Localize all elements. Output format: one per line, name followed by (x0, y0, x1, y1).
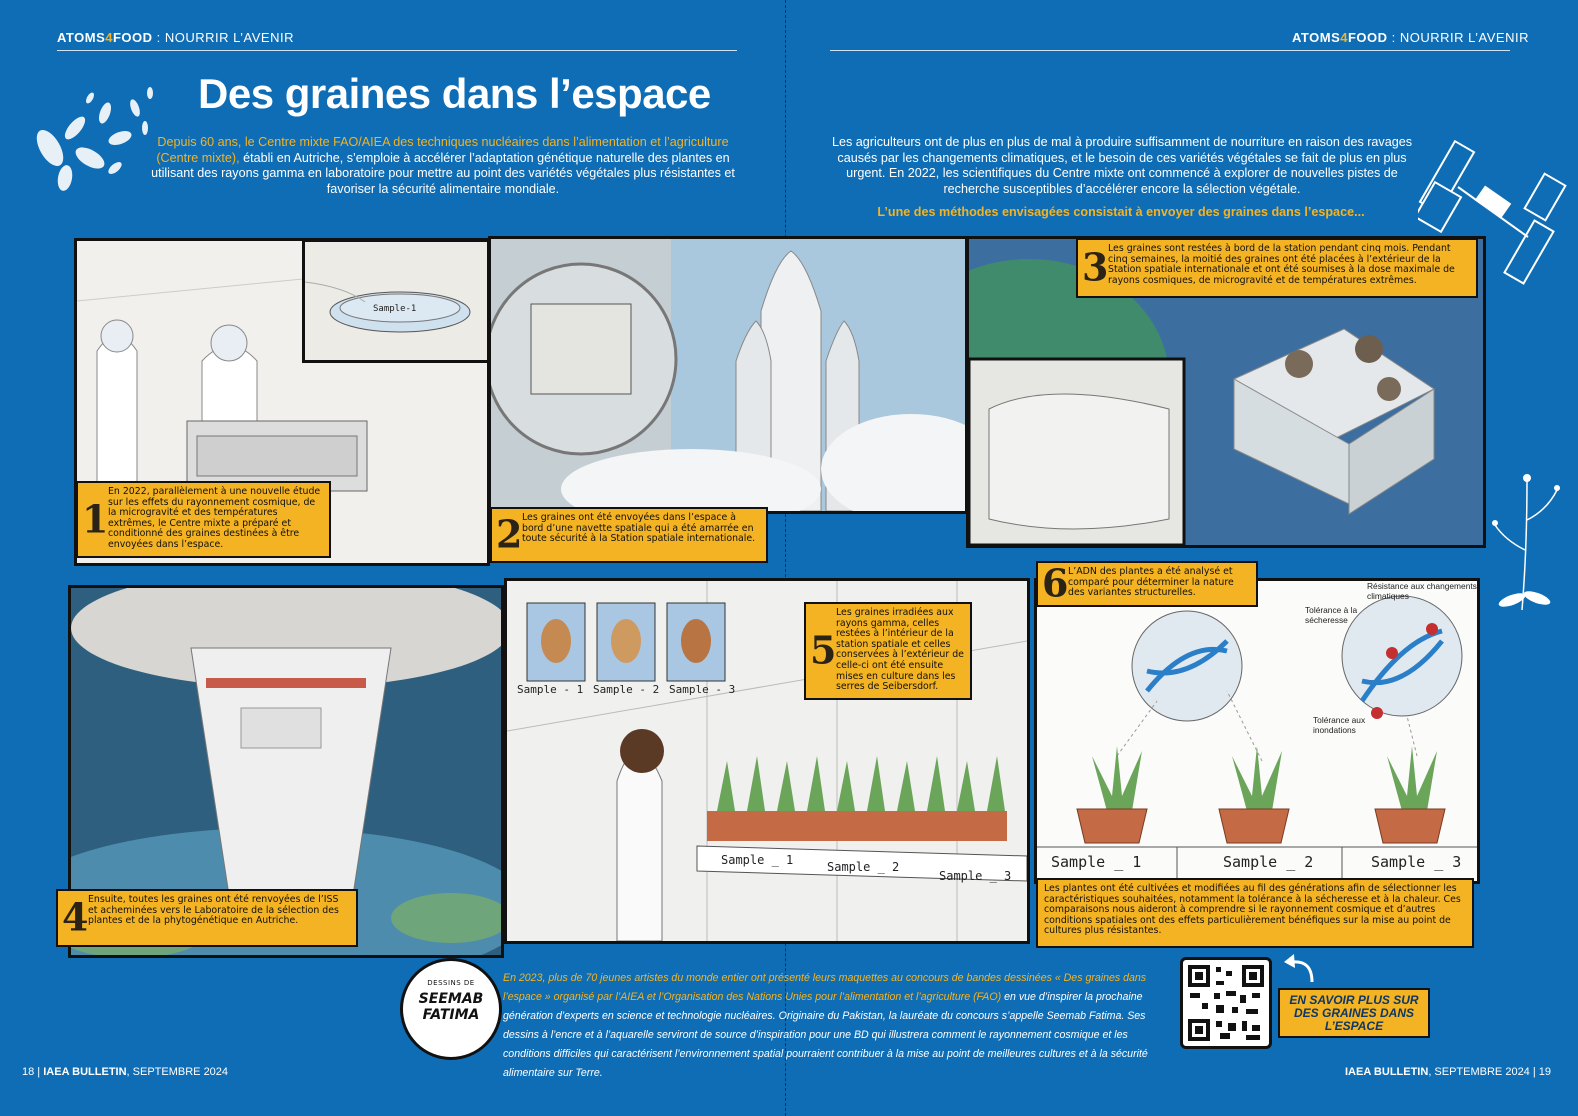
caption-text-1: En 2022, parallèlement à une nouvelle étude sur les effets du rayonnement cosmique, de la microgravité et des températures extrêmes, le Centre mixte a préparé et conditionné des graines destinées à être envoyées dans l’espace. (108, 486, 321, 550)
credit-note-text: en vue d’inspirer la prochaine génération d’experts en science et technologie nucléaires. Originaire du Pakistan, la lauréate du concours s’appelle Seemab Fatima. Ses dessins à l’encre et à l’aquarelle serviront de source d’inspiration pour une BD qui illustrera comment le rayonnement cosmique et les conditions difficiles qui caractérisent l’environnement spatial pourraient contribuer à la mise au point de meilleures cultures et à la sécurité alimentaire sur Terre. (503, 991, 1148, 1079)
pot-label-2: Sample _ 2 (1223, 853, 1314, 871)
pot-label-1: Sample _ 1 (1051, 853, 1142, 871)
caption-2 (490, 507, 768, 563)
comic-panel-2 (488, 236, 968, 514)
seed-label-2: Sample - 2 (593, 683, 660, 696)
caption-text-5: Les graines irradiées aux rayons gamma, celles restées à l’intérieur de la station spatiale et celles conservées à l’extérieur de celle-ci ont été ensuite mises en culture dans les serres de Seibersdorf. (836, 607, 964, 693)
qr-code[interactable] (1180, 957, 1272, 1049)
plant-decoration-icon (1482, 460, 1572, 610)
caption-text-4: Ensuite, toutes les graines ont été renvoyées de l’ISS et acheminées vers le Laboratoire de la sélection des plantes et de la phytogénétique en Autriche. (88, 894, 339, 927)
credit-note (503, 969, 1163, 1083)
caption-text-2: Les graines ont été envoyées dans l’espace à bord d’une navette spatiale qui a été amarrée en toute sécurité à la Station spatiale internationale. (522, 512, 756, 545)
label-drought: Tolérance à la sécheresse (1305, 605, 1358, 625)
caption-number-1: 1 (82, 496, 109, 542)
page-title: Des graines dans l’espace (198, 70, 711, 117)
credit-name-2: FATIMA (422, 1007, 480, 1023)
caption-final: Les plantes ont été cultivées et modifiées au fil des générations afin de sélectionner les caractéristiques souhaitées, notamment la tolérance à la sécheresse et à la chaleur. Ces comparaisons nous aideront à comprendre si le rayonnement cosmique et d’autres conditions spatiales ont des effets particulièrement bénéfiques sur la mise au point de cultures plus résistantes. (1036, 878, 1474, 948)
credit-note-highlight: En 2023, plus de 70 jeunes artistes du monde entier ont présenté leurs maquettes au concours de bandes dessinées « Des graines dans l’espace » organisé par l’AIEA et l’Organisation des Nations Unies pour l’alimentation et l’agriculture (FAO) (503, 972, 1147, 1003)
caption-1 (76, 481, 331, 558)
running-head-left: ATOMS4FOOD : NOURRIR L’AVENIR (57, 30, 294, 45)
page-fold (785, 0, 786, 1116)
petri-dish-label: Sample-1 (373, 304, 417, 314)
seed-label-1: Sample - 1 (517, 683, 584, 696)
intro-left (143, 135, 743, 197)
caption-3 (1076, 238, 1478, 298)
tray-label-3: Sample _ 3 (939, 869, 1012, 883)
caption-number-3: 3 (1082, 244, 1109, 290)
credit-small: DESSINS DE (427, 979, 475, 987)
tray-label-1: Sample _ 1 (721, 853, 794, 867)
caption-number-5: 5 (810, 627, 837, 673)
learn-more-link[interactable]: EN SAVOIR PLUS SUR DES GRAINES DANS L’ESPACE (1278, 988, 1430, 1038)
credit-name-1: SEEMAB (418, 991, 484, 1007)
footer-right: IAEA BULLETIN, SEPTEMBRE 2024 | 19 (1345, 1066, 1552, 1078)
tray-label-2: Sample _ 2 (827, 860, 900, 874)
petri-dish-inset (302, 239, 490, 363)
caption-number-4: 4 (62, 894, 89, 940)
rocket-launch-illustration (491, 239, 965, 511)
pot-label-3: Sample _ 3 (1371, 853, 1462, 871)
caption-5 (804, 602, 972, 700)
footer-left: 18 | IAEA BULLETIN, SEPTEMBRE 2024 (22, 1066, 229, 1078)
caption-text-6: L’ADN des plantes a été analysé et comparé pour déterminer la nature des variantes structurelles. (1068, 566, 1234, 599)
running-head-right: ATOMS4FOOD : NOURRIR L’AVENIR (1292, 30, 1529, 45)
caption-text-3: Les graines sont restées à bord de la station pendant cinq mois. Pendant cinq semaines, la moitié des graines ont été placées à l’extérieur de la Station spatiale internationale et ont été soumises à la dose maximale de rayons cosmiques, de microgravité et de températures extrêmes. (1108, 243, 1455, 286)
caption-4 (56, 889, 358, 947)
intro-left-highlight: Depuis 60 ans, le Centre mixte FAO/AIEA des techniques nucléaires dans l’alimentation et l’agriculture (Centre mixte), (156, 135, 729, 165)
header-rule-right (830, 50, 1510, 51)
petri-dish-illustration (305, 242, 487, 354)
caption-number-2: 2 (496, 511, 523, 557)
intro-right: Les agriculteurs ont de plus en plus de mal à produire suffisamment de nourriture en raison des ravages causés par les changements climatiques, et le besoin de ces variétés végétales se fait de plus en plus urgent. En 2022, les scientifiques du Centre mixte ont commencé à explorer de nouvelles pistes de recherche susceptibles d’accélérer encore la sélection végétale. (831, 135, 1413, 196)
comic-panel-6 (1034, 560, 1480, 884)
header-rule-left (57, 50, 737, 51)
lead-sentence: L’une des méthodes envisagées consistait à envoyer des graines dans l’espace... (877, 205, 1365, 219)
caption-6 (1036, 561, 1258, 607)
label-climate: Résistance aux changements climatiques (1367, 581, 1477, 601)
caption-number-6: 6 (1042, 560, 1069, 606)
dna-analysis-illustration (1037, 560, 1477, 881)
seed-label-3: Sample - 3 (669, 683, 736, 696)
label-flood: Tolérance aux inondations (1313, 715, 1366, 735)
qr-code-icon (1186, 963, 1266, 1043)
intro-left-text: établi en Autriche, s’emploie à accélérer l’adaptation génétique naturelle des plantes en utilisant des rayons gamma en laboratoire pour mettre au point des variétés végétales plus résistantes et favoriser la sécurité alimentaire mondiale. (151, 150, 735, 196)
artist-credit-badge (400, 958, 502, 1060)
curved-arrow-icon (1280, 952, 1320, 986)
